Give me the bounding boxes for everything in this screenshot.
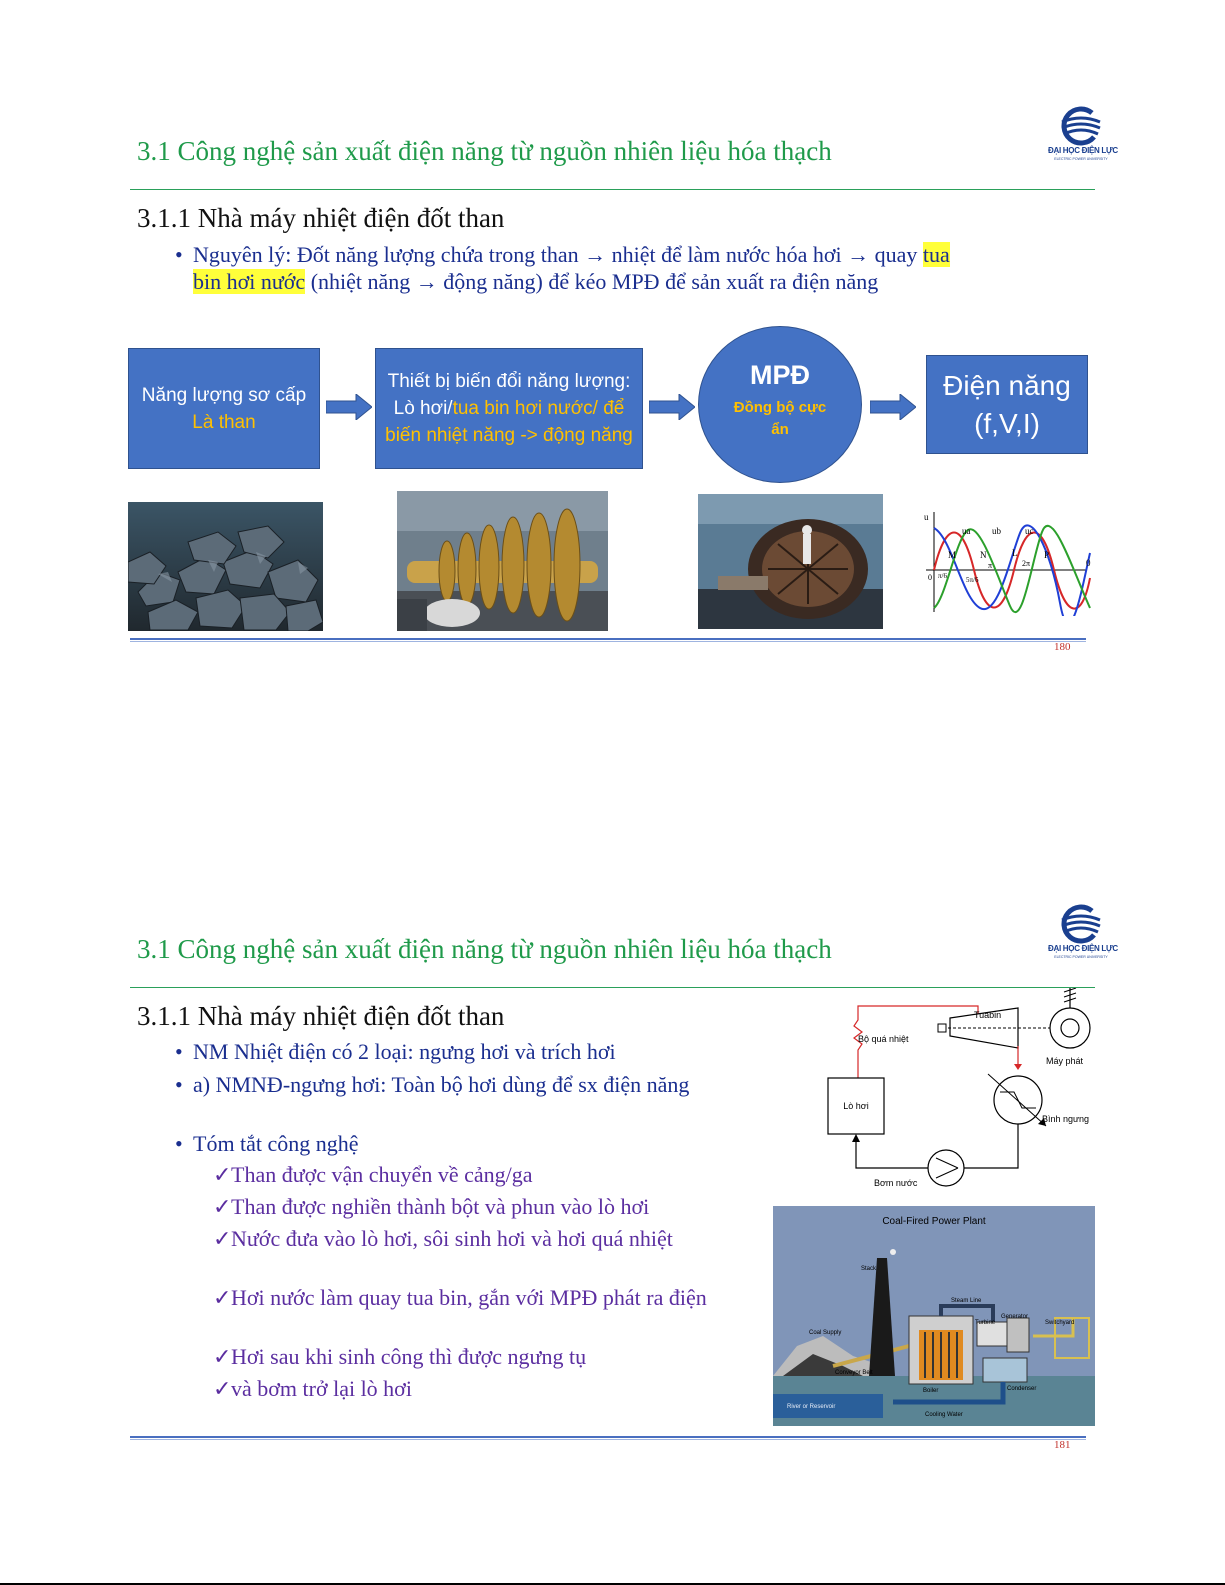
bullet-dot: •: [175, 1039, 183, 1064]
converter-box: [375, 348, 643, 469]
bullet-condensing: [175, 1071, 715, 1127]
bullet-dot: •: [175, 1131, 183, 1156]
converter-text: Thiết bị biến đổi năng lượng: Lò hơi/: [387, 371, 631, 419]
check-text: Than được nghiền thành bột và phun vào lò hơi: [231, 1194, 650, 1219]
generator-label: MPĐ: [750, 360, 810, 390]
logo-emblem-icon: [1048, 106, 1114, 146]
principle-line2: (nhiệt năng → động năng) để kéo MPĐ để sản xuất ra điện năng: [305, 269, 879, 294]
bullet-text: a) NMNĐ-ngưng hơi: Toàn bộ hơi dùng để sx điện năng: [193, 1072, 690, 1097]
principle-line1: Nguyên lý: Đốt năng lượng chứa trong than → nhiệt để làm nước hóa hơi → quay: [193, 242, 918, 267]
pi6-label: π/6: [938, 572, 947, 580]
boiler-label: Lò hơi: [843, 1101, 869, 1111]
switchyard-label: Switchyard: [1045, 1320, 1075, 1326]
slide-title: 3.1 Công nghệ sản xuất điện năng từ nguồn nhiên liệu hóa thạch: [137, 934, 832, 964]
steam-turbine-photo: [397, 491, 608, 631]
point-l-label: L: [1012, 548, 1018, 558]
checkmark-icon: ✓: [213, 1376, 232, 1401]
turbine-label: Tuabin: [974, 1010, 1002, 1020]
generator-label: Máy phát: [1046, 1056, 1084, 1066]
logo-emblem-icon: [1048, 904, 1114, 944]
converter-turbine-text: tua bin hơi nước/ để biến nhiệt năng -> động năng: [385, 398, 633, 446]
stack-label: Stack: [861, 1266, 877, 1272]
condenser-label: Bình ngưng: [1042, 1114, 1090, 1124]
bullet-text: NM Nhiệt điện có 2 loại: ngưng hơi và trích hơi: [193, 1039, 616, 1064]
generator-photo: [698, 494, 883, 629]
origin-label: 0: [928, 573, 932, 582]
logo-name: ĐẠI HỌC ĐIỆN LỰC: [1048, 146, 1118, 155]
checkmark-icon: ✓: [213, 1226, 232, 1251]
axis-u-label: u: [924, 512, 929, 522]
generator-tag: Generator: [1001, 1314, 1029, 1320]
axis-zero-label: 0: [1086, 558, 1091, 568]
condenser-tag: Condenser: [1007, 1386, 1037, 1392]
check-text: Hơi sau khi sinh công thì được ngưng tụ: [231, 1344, 587, 1369]
electric-energy-label: Điện năng: [943, 369, 1071, 401]
point-n-label: N: [980, 550, 987, 560]
five-pi6-label: 5π/6: [966, 576, 979, 584]
principle-bullet: [175, 241, 1085, 297]
steam-line-label: Steam Line: [951, 1298, 982, 1304]
coal-label: Là than: [192, 411, 256, 433]
flow-arrow-icon: [649, 394, 695, 420]
footer-divider: [130, 1436, 1086, 1440]
logo-subtitle: ELECTRIC POWER UNIVERSITY: [1054, 157, 1108, 161]
generator-type: Đồng bộ cực ẩn: [733, 399, 827, 438]
point-p-label: P: [1044, 550, 1050, 560]
conveyor-label: Conveyor Belt: [835, 1370, 873, 1376]
coal-photo: [128, 502, 323, 631]
electric-params: (f,V,I): [974, 407, 1040, 439]
bullet-dot: •: [175, 1072, 183, 1097]
ua-label: ua: [962, 526, 971, 536]
plant-title: Coal-Fired Power Plant: [882, 1216, 986, 1227]
logo-subtitle: ELECTRIC POWER UNIVERSITY: [1054, 955, 1108, 959]
checkmark-icon: ✓: [213, 1285, 232, 1310]
section-heading: 3.1.1 Nhà máy nhiệt điện đốt than: [137, 1001, 505, 1031]
slide-181: [0, 800, 1225, 1500]
highlight-tua: tua: [922, 242, 950, 267]
pump-label: Bơm nước: [874, 1178, 918, 1188]
turbine-tag: Turbine: [975, 1320, 996, 1326]
university-logo: [1048, 106, 1118, 166]
checkmark-icon: ✓: [213, 1194, 232, 1219]
footer-divider: [130, 638, 1086, 642]
flow-arrow-icon: [326, 394, 372, 420]
section-heading: 3.1.1 Nhà máy nhiệt điện đốt than: [137, 203, 505, 233]
bullet-text: Tóm tắt công nghệ: [193, 1131, 359, 1156]
checkmark-icon: ✓: [213, 1344, 232, 1369]
generator-circle: [698, 326, 862, 483]
coal-supply-label: Coal Supply: [809, 1330, 842, 1336]
logo-name: ĐẠI HỌC ĐIỆN LỰC: [1048, 944, 1118, 953]
flow-arrow-icon: [870, 394, 916, 420]
coal-plant-illustration: [773, 1206, 1095, 1426]
check-text: Than được vận chuyển về cảng/ga: [231, 1162, 533, 1187]
check-text: và bơm trở lại lò hơi: [231, 1376, 412, 1401]
river-label: River or Reservoir: [787, 1404, 836, 1410]
ub-label: ub: [992, 526, 1001, 536]
electric-energy-box: [926, 355, 1088, 454]
check-text: Nước đưa vào lò hơi, sôi sinh hơi và hơi quá nhiệt: [231, 1226, 673, 1251]
check-item: [213, 1225, 713, 1281]
check-text: Hơi nước làm quay tua bin, gắn với MPĐ phát ra điện: [231, 1285, 707, 1310]
bullet-summary: [175, 1130, 715, 1157]
highlight-bin-hoi-nuoc: bin hơi nước: [193, 269, 306, 294]
checkmark-icon: ✓: [213, 1162, 232, 1187]
primary-energy-label: Năng lượng sơ cấp: [141, 384, 307, 406]
slide-title: 3.1 Công nghệ sản xuất điện năng từ nguồn nhiên liệu hóa thạch: [137, 136, 832, 166]
point-m-label: M: [948, 550, 957, 560]
boiler-tag: Boiler: [923, 1388, 939, 1394]
uc-label: uc: [1025, 526, 1034, 536]
page-number: 181: [1054, 1439, 1071, 1451]
cooling-water-label: Cooling Water: [925, 1412, 963, 1418]
pi-label: π: [988, 561, 993, 570]
bullet-dot: •: [175, 242, 183, 267]
check-item: [213, 1284, 713, 1340]
slide-180: [0, 0, 1225, 700]
two-pi-label: 2π: [1022, 559, 1031, 568]
primary-energy-box: [128, 348, 320, 469]
university-logo: [1048, 904, 1118, 964]
superheater-label: Bộ quá nhiệt: [858, 1034, 909, 1044]
three-phase-waveform: [922, 508, 1094, 616]
bullet-plant-types: [175, 1038, 715, 1065]
steam-cycle-schematic: [818, 988, 1103, 1198]
page-number: 180: [1054, 641, 1071, 653]
title-divider: [130, 189, 1095, 190]
